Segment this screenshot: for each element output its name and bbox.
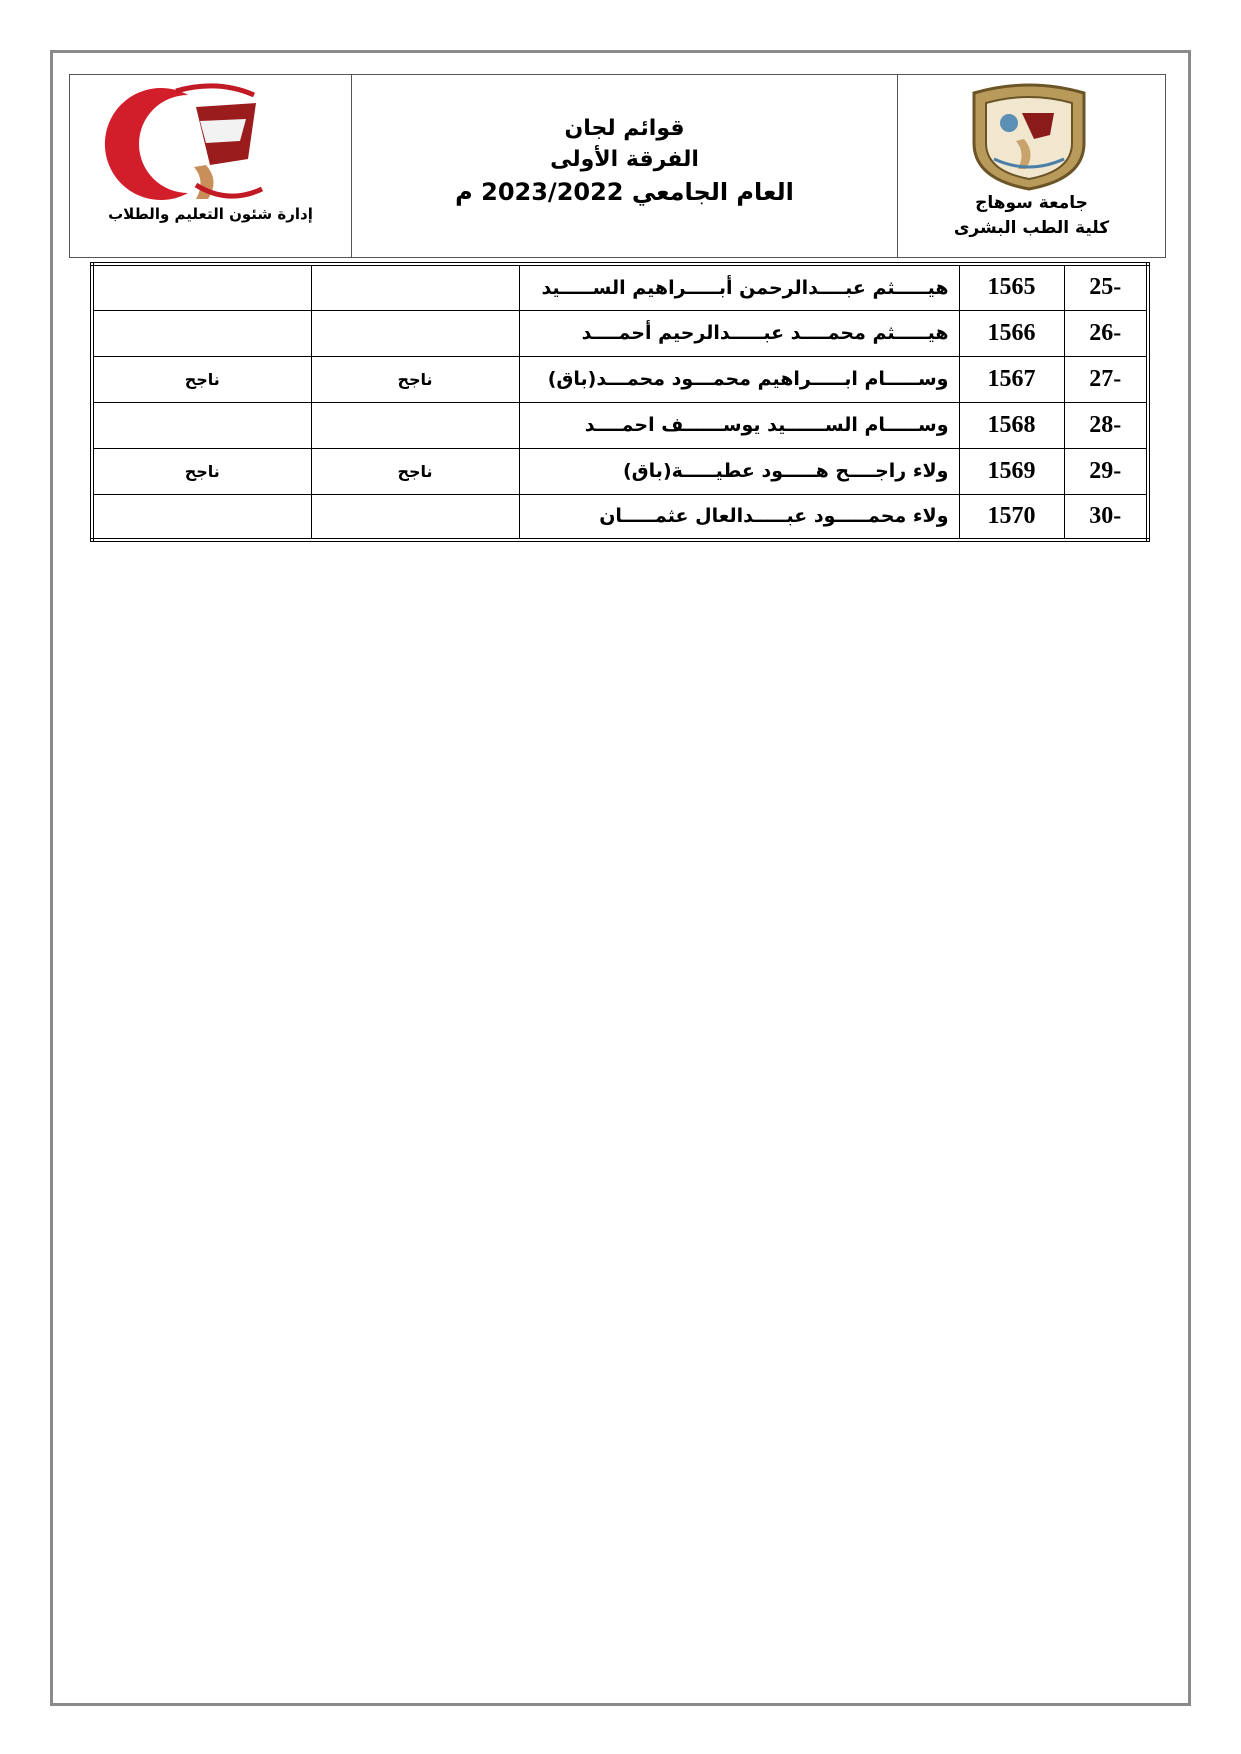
result-cell: ناجح xyxy=(92,448,311,494)
table-row xyxy=(92,310,1148,356)
row-index: -29 xyxy=(1064,448,1148,494)
seat-number: 1568 xyxy=(959,402,1064,448)
table-row xyxy=(92,402,1148,448)
result-cell: ناجح xyxy=(311,356,519,402)
seat-number: 1569 xyxy=(959,448,1064,494)
university-seal-icon xyxy=(964,83,1094,193)
level-title: الفرقة الأولى xyxy=(550,147,699,172)
row-index: -28 xyxy=(1064,402,1148,448)
result-cell xyxy=(311,264,519,310)
table-row xyxy=(92,448,1148,494)
university-name xyxy=(898,191,1165,241)
result-cell xyxy=(92,494,311,540)
table-row xyxy=(92,494,1148,540)
faculty-cell xyxy=(70,75,351,257)
row-index: -30 xyxy=(1064,494,1148,540)
result-cell xyxy=(311,310,519,356)
table-row xyxy=(92,356,1148,402)
student-name: وســـــام الســــــيد يوســــــف احمــــد xyxy=(519,402,959,448)
result-cell xyxy=(311,402,519,448)
result-cell xyxy=(92,310,311,356)
row-index: -25 xyxy=(1064,264,1148,310)
table-row xyxy=(92,264,1148,310)
student-name: وســـــام ابـــــراهيم محمـــود محمـــد(باق) xyxy=(519,356,959,402)
faculty-name-text: كلية الطب البشرى xyxy=(953,218,1110,238)
document-header xyxy=(69,74,1166,258)
result-cell: ناجح xyxy=(311,448,519,494)
university-cell xyxy=(897,75,1165,257)
student-table xyxy=(90,262,1150,542)
academic-year: العام الجامعي 2023/2022 م xyxy=(455,178,794,206)
seat-number: 1566 xyxy=(959,310,1064,356)
result-cell xyxy=(92,264,311,310)
result-cell: ناجح xyxy=(92,356,311,402)
title-cell xyxy=(351,75,897,257)
university-name-text: جامعة سوهاج xyxy=(975,193,1088,213)
result-cell xyxy=(92,402,311,448)
row-index: -27 xyxy=(1064,356,1148,402)
result-cell xyxy=(311,494,519,540)
student-name: هيـــــثم عبــــدالرحمن أبـــــراهيم الســـــيد xyxy=(519,264,959,310)
seat-number: 1570 xyxy=(959,494,1064,540)
student-name: ولاء راجــــح هـــــود عطيـــــة(باق) xyxy=(519,448,959,494)
student-name: ولاء محمـــــود عبـــــدالعال عثمـــــان xyxy=(519,494,959,540)
seat-number: 1565 xyxy=(959,264,1064,310)
seat-number: 1567 xyxy=(959,356,1064,402)
student-name: هيـــــثم محمــــد عبـــــدالرحيم أحمــــد xyxy=(519,310,959,356)
department-name: إدارة شئون التعليم والطلاب xyxy=(108,205,313,223)
document-title: قوائم لجان xyxy=(564,116,685,141)
title-block xyxy=(352,113,897,209)
faculty-logo-icon xyxy=(78,81,308,211)
row-index: -26 xyxy=(1064,310,1148,356)
